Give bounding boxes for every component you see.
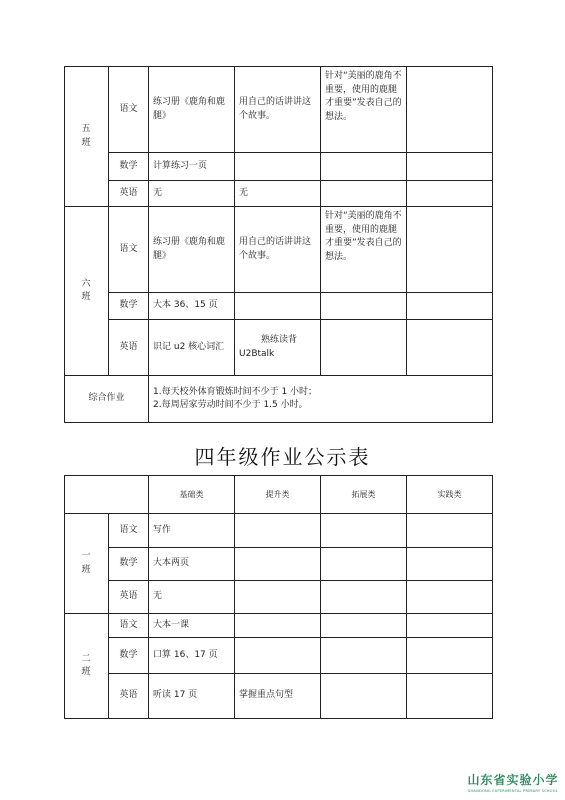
table-row [65,67,493,153]
table-row [65,207,493,293]
basic-cell: 大本两页 [149,548,235,581]
table-row [65,614,493,638]
practice-cell [407,674,493,719]
table-row [65,293,493,320]
subject-cell: 英语 [109,320,149,376]
basic-cell: 听读 17 页 [149,674,235,719]
subject-cell: 语文 [109,67,149,153]
improve-cell [235,614,321,638]
extend-cell: 针对“美丽的鹿角不重要，使用的鹿腿才重要”发表自己的想法。 [321,207,407,293]
subject-cell: 数学 [109,153,149,181]
basic-cell: 练习册《鹿角和鹿腿》 [149,207,235,293]
basic-cell: 写作 [149,514,235,548]
basic-cell: 大本一课 [149,614,235,638]
table-row [65,581,493,614]
extend-cell [321,514,407,548]
practice-cell [407,207,493,293]
improve-cell [235,548,321,581]
extend-cell [321,293,407,320]
grade4-homework-table [64,475,493,719]
basic-cell: 大本 36、15 页 [149,293,235,320]
extend-cell [321,320,407,376]
school-logo-cn: 山东省实验小学 [467,773,559,787]
class-label-2: 二 班 [65,614,109,719]
extend-cell [321,581,407,614]
header-extend: 拓展类 [321,476,407,514]
class-label-5: 五 班 [65,67,109,207]
improve-cell [235,638,321,674]
subject-cell: 英语 [109,674,149,719]
header-improve: 提升类 [235,476,321,514]
page-title: 四年级作业公示表 [194,445,371,469]
improve-cell: 用自己的话讲讲这个故事。 [235,67,321,153]
header-practice: 实践类 [407,476,493,514]
practice-cell [407,614,493,638]
table-row [65,376,493,423]
table-header-row [65,476,493,514]
extend-cell [321,181,407,207]
practice-cell [407,153,493,181]
subject-cell: 语文 [109,614,149,638]
header-basic: 基础类 [149,476,235,514]
table-row [65,320,493,376]
subject-cell: 数学 [109,638,149,674]
header-blank [65,476,149,514]
subject-cell: 数学 [109,548,149,581]
general-homework-label: 综合作业 [65,376,149,423]
extend-cell: 针对“美丽的鹿角不重要，使用的鹿腿才重要”发表自己的想法。 [321,67,407,153]
general-homework-content: 1.每天校外体育锻炼时间不少于 1 小时； 2.每周居家劳动时间不少于 1.5 小时。 [149,376,493,423]
improve-cell [235,581,321,614]
improve-cell [235,293,321,320]
practice-cell [407,514,493,548]
basic-cell: 识记 u2 核心词汇 [149,320,235,376]
table-row [65,548,493,581]
extend-cell [321,614,407,638]
subject-cell: 数学 [109,293,149,320]
extend-cell [321,153,407,181]
table-row [65,181,493,207]
basic-cell: 无 [149,181,235,207]
practice-cell [407,548,493,581]
table-row [65,153,493,181]
table-row [65,674,493,719]
practice-cell [407,320,493,376]
improve-cell: 无 [235,181,321,207]
improve-cell [235,514,321,548]
extend-cell [321,548,407,581]
basic-cell: 计算练习一页 [149,153,235,181]
practice-cell [407,293,493,320]
practice-cell [407,181,493,207]
basic-cell: 练习册《鹿角和鹿腿》 [149,67,235,153]
homework-table-continued [64,66,493,423]
practice-cell [407,67,493,153]
basic-cell: 口算 16、17 页 [149,638,235,674]
practice-cell [407,638,493,674]
improve-cell: 用自己的话讲讲这个故事。 [235,207,321,293]
table-row [65,638,493,674]
class-label-6: 六 班 [65,207,109,376]
improve-cell: 掌握重点句型 [235,674,321,719]
subject-cell: 语文 [109,514,149,548]
table-row [65,514,493,548]
subject-cell: 英语 [109,181,149,207]
extend-cell [321,638,407,674]
subject-cell: 语文 [109,207,149,293]
improve-cell [235,153,321,181]
improve-cell: 熟练读背 U2Btalk [235,320,321,376]
school-logo [463,771,563,793]
subject-cell: 英语 [109,581,149,614]
practice-cell [407,581,493,614]
extend-cell [321,674,407,719]
class-label-1: 一 班 [65,514,109,614]
basic-cell: 无 [149,581,235,614]
school-logo-en: SHANDONG EXPERIMENTAL PRIMARY SCHOOL [468,789,558,793]
